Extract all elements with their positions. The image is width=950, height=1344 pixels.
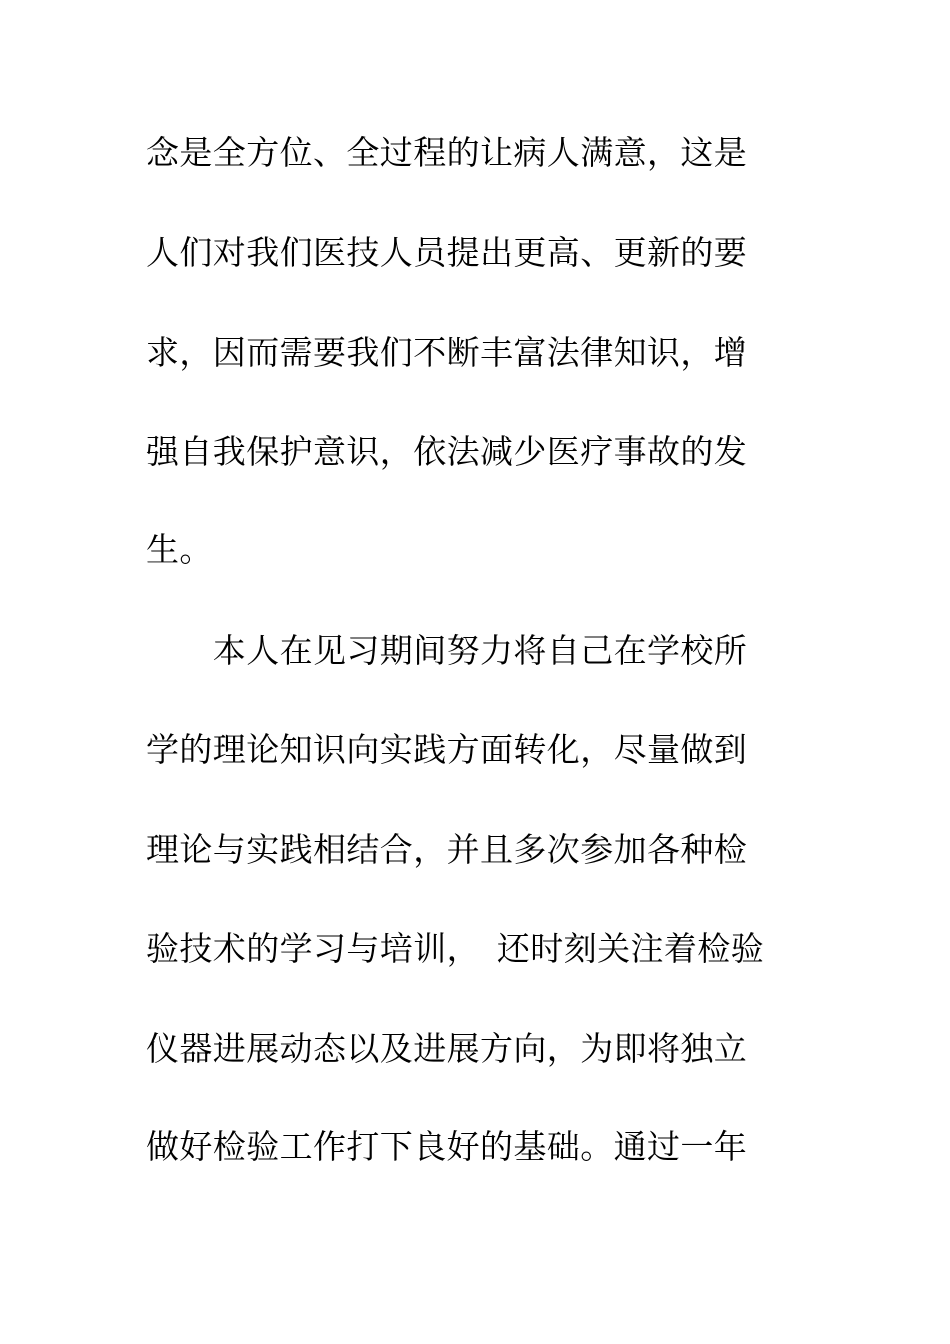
- text-line: 验技术的学习与培训， 还时刻关注着检验: [146, 929, 765, 968]
- text-line: 本人在见习期间努力将自己在学校所: [146, 631, 748, 670]
- text-line: 强自我保护意识，依法减少医疗事故的发: [146, 432, 748, 471]
- text-line: 人们对我们医技人员提出更高、更新的要: [146, 233, 748, 272]
- text-line: 仪器进展动态以及进展方向，为即将独立: [146, 1029, 748, 1068]
- text-line: 求，因而需要我们不断丰富法律知识，增: [146, 333, 748, 372]
- text-line: 理论与实践相结合，并且多次参加各种检: [146, 830, 748, 869]
- text-line: 学的理论知识向实践方面转化，尽量做到: [146, 730, 748, 769]
- text-line: 生。: [146, 530, 213, 569]
- text-line: 念是全方位、全过程的让病人满意，这是: [146, 133, 748, 172]
- text-line: 做好检验工作打下良好的基础。通过一年: [146, 1127, 748, 1166]
